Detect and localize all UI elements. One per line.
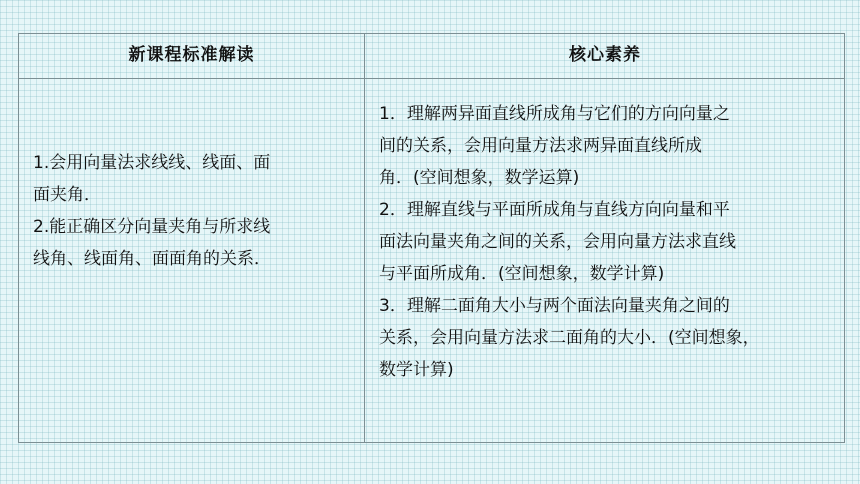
table-header-row <box>19 34 844 79</box>
column-divider <box>364 34 365 442</box>
standard-item-2: 2.能正确区分向量夹角与所求线 线角、线面角、面面角的关系． <box>33 217 271 269</box>
core-literacy-cell <box>379 98 835 386</box>
literacy-item-1: 1．理解两异面直线所成角与它们的方向向量之 间的关系，会用向量方法求两异面直线所成 角．(空间想象，数学运算) <box>379 104 730 188</box>
literacy-item-3: 3．理解二面角大小与两个面法向量夹角之间的 关系，会用向量方法求二面角的大小．(空间想象， 数学计算) <box>379 296 760 380</box>
literacy-item-2: 2．理解直线与平面所成角与直线方向向量和平 面法向量夹角之间的关系，会用向量方法求直线 与平面所成角．(空间想象，数学计算) <box>379 200 736 284</box>
standards-table <box>18 33 845 443</box>
standard-item-1: 1.会用向量法求线线、线面、面 面夹角． <box>33 153 271 205</box>
curriculum-standard-cell <box>33 147 358 275</box>
header-curriculum-standard: 新课程标准解读 <box>128 45 255 65</box>
header-core-literacy: 核心素养 <box>569 45 641 65</box>
